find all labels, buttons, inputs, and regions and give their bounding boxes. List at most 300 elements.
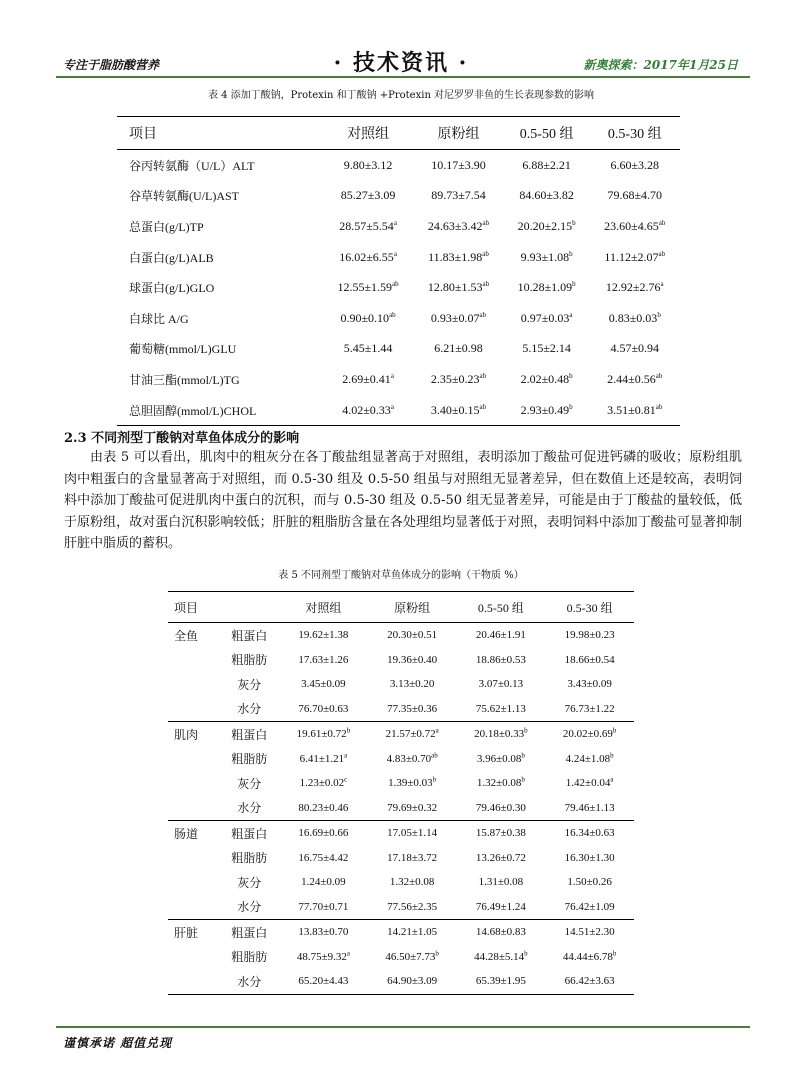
cell-value: 0.90±0.10 [340, 310, 390, 325]
group-label [168, 796, 219, 821]
group-label [168, 672, 219, 697]
cell-value: 48.75±9.32 [296, 950, 347, 963]
table-cell [279, 945, 368, 970]
table-cell [279, 672, 368, 697]
cell-value: 1.31±0.08 [478, 876, 524, 889]
table-row [117, 150, 680, 181]
table-cell [545, 648, 634, 673]
table-cell [279, 821, 368, 846]
item-label: 粗脂肪 [231, 752, 268, 767]
cell-value: 1.32±0.08 [389, 876, 435, 889]
significance-letter: b [572, 280, 576, 289]
table-row [117, 272, 680, 303]
table-cell [457, 969, 546, 994]
group-label: 肌肉 [168, 722, 219, 747]
row-label: 总蛋白(g/L)TP [129, 219, 204, 234]
table-cell [413, 364, 503, 395]
table5-col-header [219, 592, 279, 623]
table-cell [457, 895, 546, 920]
cell-value: 77.70±0.71 [298, 900, 349, 913]
table-cell [368, 945, 457, 970]
item-label: 粗蛋白 [219, 722, 279, 747]
table-cell [504, 242, 590, 273]
item-label: 灰分 [237, 677, 262, 692]
cell-value: 16.34±0.63 [564, 827, 615, 840]
significance-letter: b [524, 726, 528, 735]
table-cell [279, 895, 368, 920]
table-cell [590, 211, 680, 242]
cell-value: 65.20±4.43 [298, 975, 349, 988]
cell-value: 20.46±1.91 [475, 629, 526, 642]
cell-value: 79.46±0.30 [475, 801, 526, 814]
cell-value: 20.30±0.51 [387, 629, 438, 642]
table-cell [323, 242, 413, 273]
cell-value: 0.97±0.03 [520, 310, 570, 325]
group-label [168, 895, 219, 920]
cell-value: 5.15±2.14 [522, 341, 571, 356]
item-label: 水分 [237, 900, 262, 915]
cell-value: 0.93±0.07 [430, 310, 480, 325]
cell-value: 9.80±3.12 [343, 157, 393, 172]
cell-value: 19.36±0.40 [387, 653, 438, 666]
cell-value: 6.60±3.28 [610, 157, 660, 172]
cell-value: 17.63±1.26 [298, 653, 349, 666]
table-cell [457, 747, 546, 772]
table-cell [545, 722, 634, 747]
cell-value: 44.44±6.78 [562, 950, 613, 963]
significance-letter: a [390, 402, 394, 411]
table-cell [504, 181, 590, 212]
table5-col-header: 原粉组 [368, 592, 457, 623]
table-row [168, 648, 634, 673]
cell-value: 10.28±1.09 [517, 280, 573, 295]
table-cell [545, 821, 634, 846]
table-cell [279, 969, 368, 994]
table-cell [590, 242, 680, 273]
table-row [117, 211, 680, 242]
table-cell [368, 672, 457, 697]
section-title: 2.3 不同剂型丁酸钠对草鱼体成分的影响 [64, 431, 300, 446]
table-cell [545, 623, 634, 648]
table-cell [323, 395, 413, 426]
cell-value: 2.02±0.48 [520, 371, 570, 386]
cell-value: 4.83±0.70 [386, 752, 432, 765]
cell-value: 16.02±6.55 [339, 249, 394, 264]
footer-slogan: 谨慎承诺 超值兑现 [63, 1036, 173, 1050]
significance-letter: b [432, 775, 437, 784]
row-label: 总胆固醇(mmol/L)CHOL [117, 395, 323, 426]
cell-value: 12.55±1.59 [337, 280, 393, 295]
cell-value: 75.62±1.13 [475, 702, 526, 715]
header-date: 新奥探索：2017年1月25日 [583, 58, 738, 72]
group-label: 肝脏 [168, 920, 219, 945]
cell-value: 17.18±3.72 [387, 851, 438, 864]
item-label: 粗脂肪 [231, 950, 268, 965]
table5-caption: 表 5 不同剂型丁酸钠对草鱼体成分的影响（干物质 %） [278, 570, 524, 581]
significance-letter: ab [482, 280, 490, 289]
table-cell [368, 969, 457, 994]
table-row [168, 870, 634, 895]
table-cell [413, 334, 503, 365]
table-cell [323, 272, 413, 303]
table-cell [457, 697, 546, 722]
cell-value: 1.39±0.03 [388, 777, 433, 790]
table-row [168, 623, 634, 648]
table-cell [413, 242, 503, 273]
table-row [117, 395, 680, 426]
significance-letter: b [524, 949, 528, 958]
cell-value: 18.86±0.53 [475, 653, 526, 666]
significance-letter: ab [658, 249, 666, 258]
table-cell [368, 796, 457, 821]
table-row [168, 945, 634, 970]
cell-value: 76.70±0.63 [298, 702, 349, 715]
table4-col-header: 项目 [117, 117, 323, 150]
group-label [168, 846, 219, 871]
group-label: 全鱼 [168, 623, 219, 648]
table-cell [279, 623, 368, 648]
item-label: 水分 [237, 801, 262, 816]
table-cell [368, 870, 457, 895]
cell-value: 66.42±3.63 [564, 975, 615, 988]
table-cell [279, 846, 368, 871]
table-cell [545, 796, 634, 821]
table-cell [413, 150, 503, 181]
header-tagline: 专注于脂肪酸营养 [63, 58, 160, 72]
significance-letter: a [660, 280, 664, 289]
significance-letter: b [569, 249, 573, 258]
significance-letter: ab [392, 280, 399, 289]
cell-value: 76.73±1.22 [564, 702, 615, 715]
cell-value: 6.21±0.98 [434, 341, 483, 356]
cell-value: 64.90±3.09 [387, 975, 438, 988]
item-label: 粗脂肪 [231, 653, 268, 668]
table-cell [545, 846, 634, 871]
group-label [168, 697, 219, 722]
table-cell [545, 920, 634, 945]
table-row [117, 242, 680, 273]
table-cell [504, 272, 590, 303]
significance-letter: a [610, 775, 614, 784]
table-cell [368, 920, 457, 945]
significance-letter: b [521, 751, 525, 760]
table-cell [279, 796, 368, 821]
cell-value: 85.27±3.09 [340, 188, 396, 203]
group-label [168, 870, 219, 895]
cell-value: 16.69±0.66 [298, 827, 349, 840]
table-cell [368, 895, 457, 920]
significance-letter: ab [658, 218, 666, 227]
table-row [168, 796, 634, 821]
table-cell [590, 395, 680, 426]
cell-value: 46.50±7.73 [385, 950, 436, 963]
significance-letter: ab [431, 751, 438, 760]
cell-value: 9.93±1.08 [520, 249, 570, 264]
table-cell [504, 395, 590, 426]
table5-col-header: 0.5-50 组 [457, 592, 546, 623]
significance-letter: b [569, 402, 573, 411]
table5-col-header: 项目 [168, 592, 219, 623]
group-label [168, 969, 219, 994]
significance-letter: a [393, 249, 397, 258]
cell-value: 1.42±0.04 [565, 777, 611, 790]
table-cell [368, 697, 457, 722]
item-label: 灰分 [237, 776, 262, 791]
significance-letter: ab [479, 402, 487, 411]
table-row [117, 364, 680, 395]
table-cell [279, 920, 368, 945]
table-cell [590, 364, 680, 395]
significance-letter: ab [482, 249, 489, 258]
cell-value: 12.80±1.53 [427, 280, 483, 295]
item-label: 粗蛋白 [219, 623, 279, 648]
significance-letter: ab [479, 371, 487, 380]
significance-letter: a [346, 949, 350, 958]
table-cell [545, 870, 634, 895]
table-row [168, 722, 634, 747]
significance-letter: ab [482, 218, 490, 227]
table-cell [413, 211, 503, 242]
item-label: 粗蛋白 [219, 920, 279, 945]
cell-value: 19.98±0.23 [564, 629, 615, 642]
table-row [168, 895, 634, 920]
table5-col-header: 0.5-30 组 [545, 592, 634, 623]
table-cell [590, 181, 680, 212]
table-cell [457, 648, 546, 673]
cell-value: 4.02±0.33 [342, 402, 391, 417]
cell-value: 16.30±1.30 [564, 851, 615, 864]
cell-value: 79.68±4.70 [607, 188, 663, 203]
table4-caption: 表 4 添加丁酸钠，Protexin 和丁酸钠 +Protexin 对尼罗罗非鱼的生长表现参数的影响 [207, 90, 595, 101]
table4-col-header: 对照组 [323, 117, 413, 150]
table-cell [457, 771, 546, 796]
table-row [168, 672, 634, 697]
cell-value: 1.24±0.09 [301, 876, 346, 889]
table-cell [590, 150, 680, 181]
table-cell [590, 303, 680, 334]
table-cell [504, 303, 590, 334]
item-label: 水分 [237, 702, 262, 717]
table-cell [368, 846, 457, 871]
table-row [117, 181, 680, 212]
cell-value: 3.45±0.09 [301, 678, 346, 691]
table-cell [504, 364, 590, 395]
cell-value: 19.61±0.72 [296, 728, 347, 741]
significance-letter: b [612, 949, 617, 958]
table-cell [545, 747, 634, 772]
cell-value: 11.83±1.98 [428, 249, 483, 264]
cell-value: 2.69±0.41 [342, 371, 391, 386]
cell-value: 10.17±3.90 [431, 157, 486, 172]
table-cell [590, 334, 680, 365]
cell-value: 20.20±2.15 [517, 218, 573, 233]
table-cell [368, 648, 457, 673]
table-cell [457, 870, 546, 895]
header-title: · 技术资讯 · [333, 50, 469, 76]
cell-value: 15.87±0.38 [475, 827, 526, 840]
cell-value: 3.07±0.13 [478, 678, 524, 691]
table-cell [279, 722, 368, 747]
row-label: 谷丙转氨酶（U/L）ALT [129, 158, 255, 173]
cell-value: 12.92±2.76 [605, 280, 661, 295]
table4 [117, 116, 680, 426]
table-cell [545, 969, 634, 994]
cell-value: 13.26±0.72 [475, 851, 526, 864]
row-label: 球蛋白(g/L)GLO [129, 281, 215, 296]
table-cell [545, 697, 634, 722]
cell-value: 77.35±0.36 [387, 702, 438, 715]
group-label [168, 648, 219, 673]
cell-value: 5.45±1.44 [343, 341, 393, 356]
cell-value: 13.83±0.70 [298, 926, 349, 939]
group-label: 肠道 [168, 821, 219, 846]
table-row [168, 771, 634, 796]
table-cell [457, 920, 546, 945]
cell-value: 14.68±0.83 [475, 926, 526, 939]
table-cell [368, 771, 457, 796]
row-label: 甘油三酯(mmol/L)TG [129, 372, 240, 387]
table-cell [323, 334, 413, 365]
table-cell [457, 623, 546, 648]
cell-value: 44.28±5.14 [474, 950, 525, 963]
cell-value: 2.93±0.49 [520, 402, 570, 417]
group-label [168, 771, 219, 796]
table4-col-header: 0.5-30 组 [590, 117, 680, 150]
significance-letter: a [435, 726, 439, 735]
table-cell [545, 672, 634, 697]
cell-value: 18.66±0.54 [564, 653, 615, 666]
cell-value: 4.57±0.94 [610, 341, 660, 356]
table-row [168, 747, 634, 772]
cell-value: 0.83±0.03 [608, 310, 658, 325]
cell-value: 1.32±0.08 [476, 777, 522, 790]
table-cell [279, 747, 368, 772]
table-cell [323, 211, 413, 242]
cell-value: 14.21±1.05 [387, 926, 438, 939]
cell-value: 1.50±0.26 [567, 876, 612, 889]
table-cell [457, 672, 546, 697]
cell-value: 19.62±1.38 [298, 629, 349, 642]
cell-value: 79.46±1.13 [564, 801, 615, 814]
table4-body [117, 150, 680, 426]
table-cell [590, 272, 680, 303]
section-paragraph: 由表 5 可以看出，肌肉中的粗灰分在各丁酸盐组显著高于对照组，表明添加丁酸盐可促进钙磷的吸收；原粉组肌肉中粗蛋白的含量显著高于对照组，而 0.5-30 组及 0.5-50 组虽与对照组无显著差异，但在数值上还是较高，表明饲料中添加丁酸盐可促进肌肉中蛋白的沉积，而与 0.5-30 组及 0.5-50 组无显著差异，可能是由于丁酸盐的量较低，低于原粉组，故对蛋白沉积影响较低；肝脏的粗脂肪含量在各处理组均显著低于对照，表明饲料中添加丁酸盐可显著抑制肝脏中脂质的蓄积。 [64, 450, 742, 551]
table-row [168, 969, 634, 994]
cell-value: 1.23±0.02 [299, 777, 345, 790]
table-row [168, 846, 634, 871]
significance-letter: b [569, 371, 573, 380]
significance-letter: b [346, 726, 351, 735]
header-rule [56, 76, 750, 78]
table-cell [413, 272, 503, 303]
table-cell [323, 364, 413, 395]
table-cell [413, 181, 503, 212]
significance-letter: ab [655, 402, 663, 411]
cell-value: 4.24±1.08 [565, 752, 611, 765]
item-label: 灰分 [237, 875, 262, 890]
table-cell [504, 211, 590, 242]
cell-value: 3.13±0.20 [389, 678, 435, 691]
cell-value: 3.96±0.08 [476, 752, 522, 765]
significance-letter: b [657, 310, 661, 319]
cell-value: 6.41±1.21 [299, 752, 345, 765]
table4-col-header: 原粉组 [413, 117, 503, 150]
table-row [117, 303, 680, 334]
table-cell [413, 303, 503, 334]
table5-header-row [168, 592, 634, 623]
cell-value: 16.75±4.42 [298, 851, 349, 864]
significance-letter: ab [655, 371, 663, 380]
table-cell [457, 945, 546, 970]
cell-value: 11.12±2.07 [604, 249, 659, 264]
table-cell [368, 821, 457, 846]
table5 [168, 591, 634, 995]
significance-letter: ab [479, 310, 487, 319]
table4-header-row [117, 117, 680, 150]
cell-value: 2.44±0.56 [607, 371, 656, 386]
table-cell [504, 334, 590, 365]
table-cell [279, 697, 368, 722]
table-row [168, 920, 634, 945]
item-label: 粗脂肪 [231, 851, 268, 866]
table-cell [545, 771, 634, 796]
table-row [168, 697, 634, 722]
cell-value: 79.69±0.32 [387, 801, 438, 814]
cell-value: 77.56±2.35 [387, 900, 438, 913]
table-cell [368, 623, 457, 648]
table-cell [368, 747, 457, 772]
significance-letter: a [393, 218, 397, 227]
significance-letter: c [344, 775, 348, 784]
table-cell [413, 395, 503, 426]
cell-value: 3.43±0.09 [567, 678, 612, 691]
table5-col-header: 对照组 [279, 592, 368, 623]
footer-rule [56, 1026, 750, 1028]
table-cell [368, 722, 457, 747]
table-cell [323, 150, 413, 181]
table-cell [457, 846, 546, 871]
table-cell [504, 150, 590, 181]
cell-value: 20.18±0.33 [474, 728, 525, 741]
row-label: 白蛋白(g/L)ALB [129, 250, 214, 265]
table5-body [168, 623, 634, 995]
cell-value: 21.57±0.72 [385, 728, 436, 741]
cell-value: 20.02±0.69 [562, 728, 613, 741]
table-cell [323, 181, 413, 212]
cell-value: 84.60±3.82 [519, 188, 574, 203]
group-label [168, 945, 219, 970]
cell-value: 17.05±1.14 [387, 827, 438, 840]
significance-letter: a [569, 310, 573, 319]
item-label: 水分 [219, 969, 279, 994]
row-label: 白球比 A/G [129, 311, 189, 326]
significance-letter: b [610, 751, 614, 760]
significance-letter: a [344, 751, 348, 760]
cell-value: 76.49±1.24 [475, 900, 526, 913]
item-label: 粗蛋白 [219, 821, 279, 846]
table-cell [279, 771, 368, 796]
table-cell [323, 303, 413, 334]
cell-value: 24.63±3.42 [427, 218, 483, 233]
row-label: 谷草转氨酶(U/L)AST [129, 189, 239, 204]
table-row [117, 334, 680, 365]
table-cell [457, 722, 546, 747]
table-cell [545, 945, 634, 970]
significance-letter: b [521, 775, 525, 784]
table-row [168, 821, 634, 846]
table-cell [279, 870, 368, 895]
significance-letter: b [435, 949, 439, 958]
